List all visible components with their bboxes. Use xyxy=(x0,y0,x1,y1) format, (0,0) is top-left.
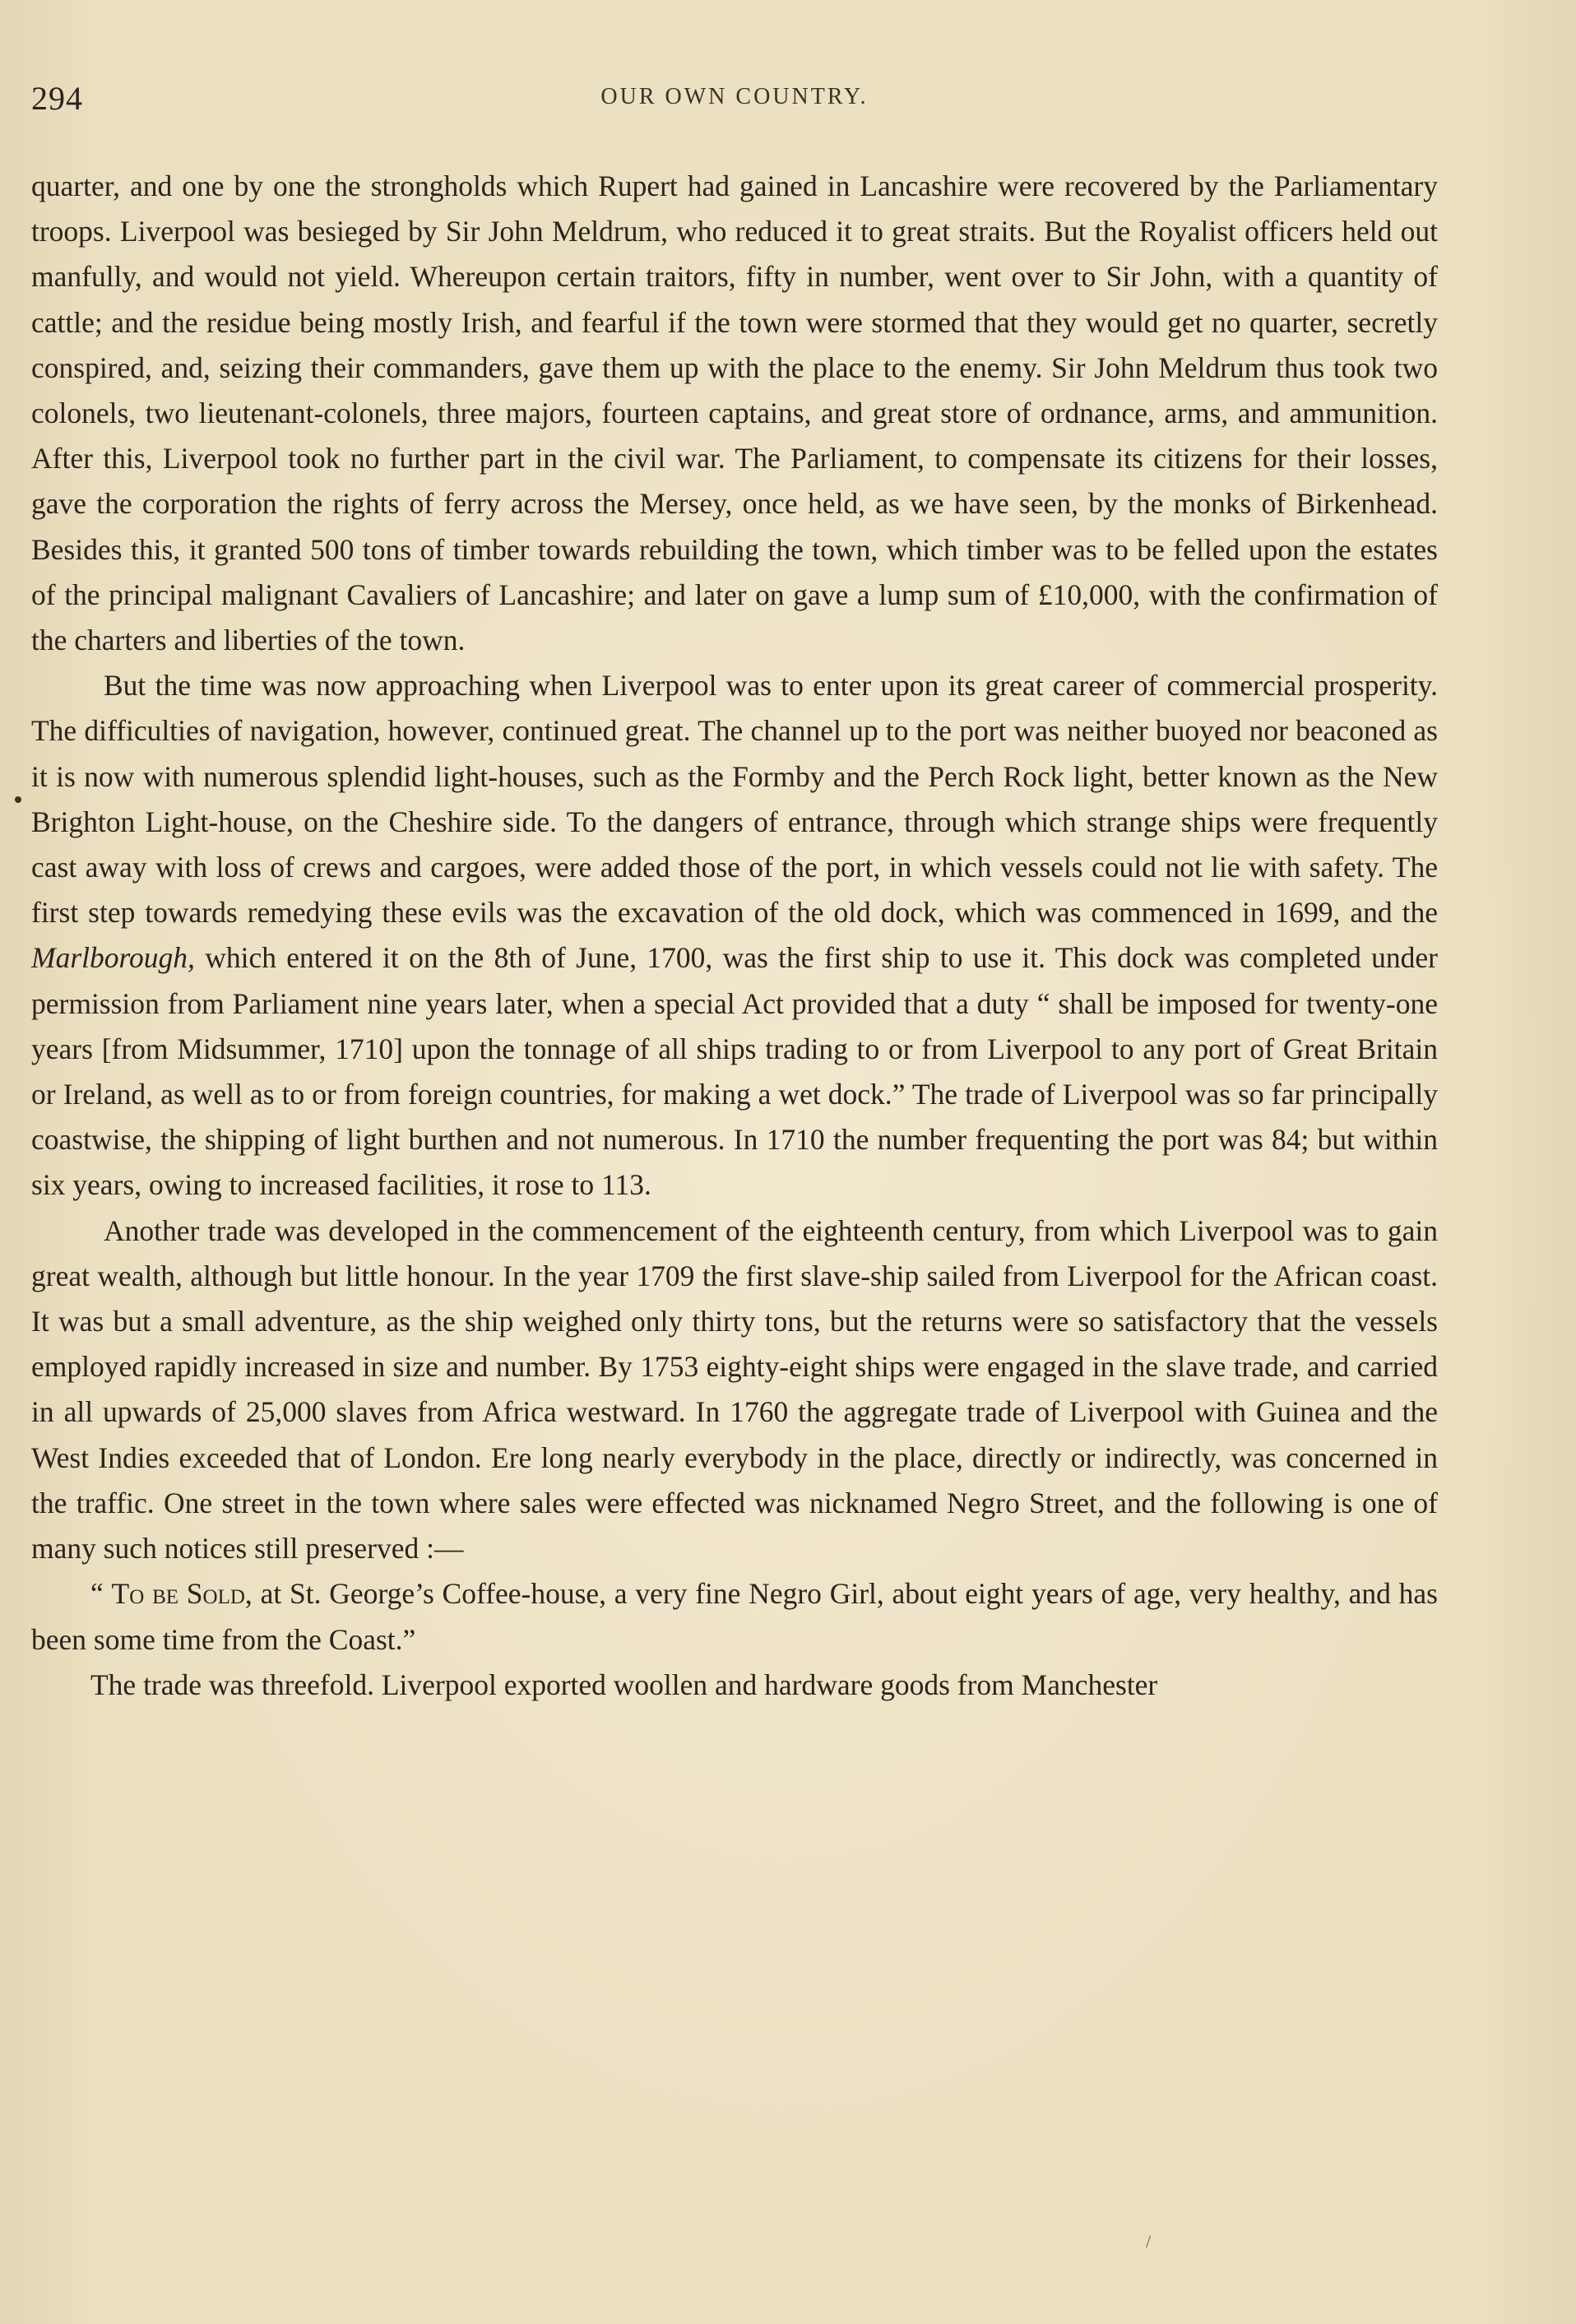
page-number: 294 xyxy=(31,80,83,117)
margin-dot xyxy=(15,796,21,803)
paragraph-text: But the time was now approaching when Liverpool was to enter upon its great career of commercial prosperity. The difficulties of navigation, however, continued great. The channel up to the port was neither buoyed nor beaconed as it is now with numerous splendid light-houses, such as the Formby and the Perch Rock light, better known as the New Brighton Light-house, on the Cheshire side. To the dangers of entrance, through which strange ships were frequently cast away with loss of crews and cargoes, were added those of the port, in which vessels could not lie with safety. The first step towards remedying these evils was the excavation of the old dock, which was commenced in 1699, and the xyxy=(31,669,1438,930)
notice-text: at St. George’s Coffee-house, a very fine Negro Girl, about eight years of age, very healthy, and has been some time from the Coast.” xyxy=(31,1577,1438,1656)
paragraph-civil-war: quarter, and one by one the strongholds which Rupert had gained in Lancashire were recovered by the Parliamentary troops. Liverpool was besieged by Sir John Meldrum, who reduced it to great straits. But the Royalist officers held out manfully, and would not yield. Whereupon certain traitors, fifty in number, went over to Sir John, with a quantity of cattle; and the residue being mostly Irish, and fearful if the town were stormed that they would get no quarter, secretly conspired, and, seizing their commanders, gave them up with the place to the enemy. Sir John Meldrum thus took two colonels, two lieutenant-colonels, three majors, fourteen captains, and great store of ordnance, arms, and ammunition. After this, Liverpool took no further part in the civil war. The Parliament, to compensate its citizens for their losses, gave the corporation the rights of ferry across the Mersey, once held, as we have seen, by the monks of Birkenhead. Besides this, it granted 500 tons of timber towards rebuilding the town, which timber was to be felled upon the estates of the principal malignant Cavaliers of Lancashire; and later on gave a lump sum of £10,000, with the confirmation of the charters and liberties of the town. xyxy=(31,169,1438,657)
page-header xyxy=(31,79,1438,128)
notice-heading: To be Sold, xyxy=(111,1577,253,1611)
ship-name-marlborough: Marlborough, xyxy=(31,941,195,975)
pencil-mark: / xyxy=(1146,2231,1152,2252)
paragraph-text: which entered it on the 8th of June, 1700, was the first ship to use it. This dock was completed under permission from Parliament nine years later, when a special Act provided that a duty “ shall be imposed for twenty-one years [from Midsummer, 1710] upon the tonnage of all ships trading to or from Liverpool to any port of Great Britain or Ireland, as well as to or from foreign countries, for making a wet dock.” The trade of Liverpool was so far principally coastwise, the shipping of light burthen and not numerous. In 1710 the number frequenting the port was 84; but within six years, owing to increased facilities, it rose to 113. xyxy=(31,941,1438,1202)
quote-mark: “ xyxy=(90,1577,112,1611)
paragraph-slave-trade: Another trade was developed in the commencement of the eighteenth century, from which Liverpool was to gain great wealth, although but little honour. In the year 1709 the first slave-ship sailed from Liverpool for the African coast. It was but a small adventure, as the ship weighed only thirty tons, but the returns were so satisfactory that the vessels employed rapidly increased in size and number. By 1753 eighty-eight ships were engaged in the slave trade, and carried in all upwards of 25,000 slaves from Africa westward. In 1760 the aggregate trade of Liverpool with Guinea and the West Indies exceeded that of London. Ere long nearly everybody in the place, directly or indirectly, was concerned in the traffic. One street in the town where sales were effected was nicknamed Negro Street, and the following is one of many such notices still preserved :— xyxy=(31,1213,1438,1566)
running-title: OUR OWN COUNTRY. xyxy=(600,84,869,109)
paragraph-sale-notice xyxy=(31,1571,1438,1662)
body-text xyxy=(31,164,1438,1708)
paragraph-commercial-prosperity xyxy=(31,663,1438,1208)
paragraph-threefold-trade: The trade was threefold. Liverpool exported woollen and hardware goods from Manchester xyxy=(90,1668,1158,1701)
